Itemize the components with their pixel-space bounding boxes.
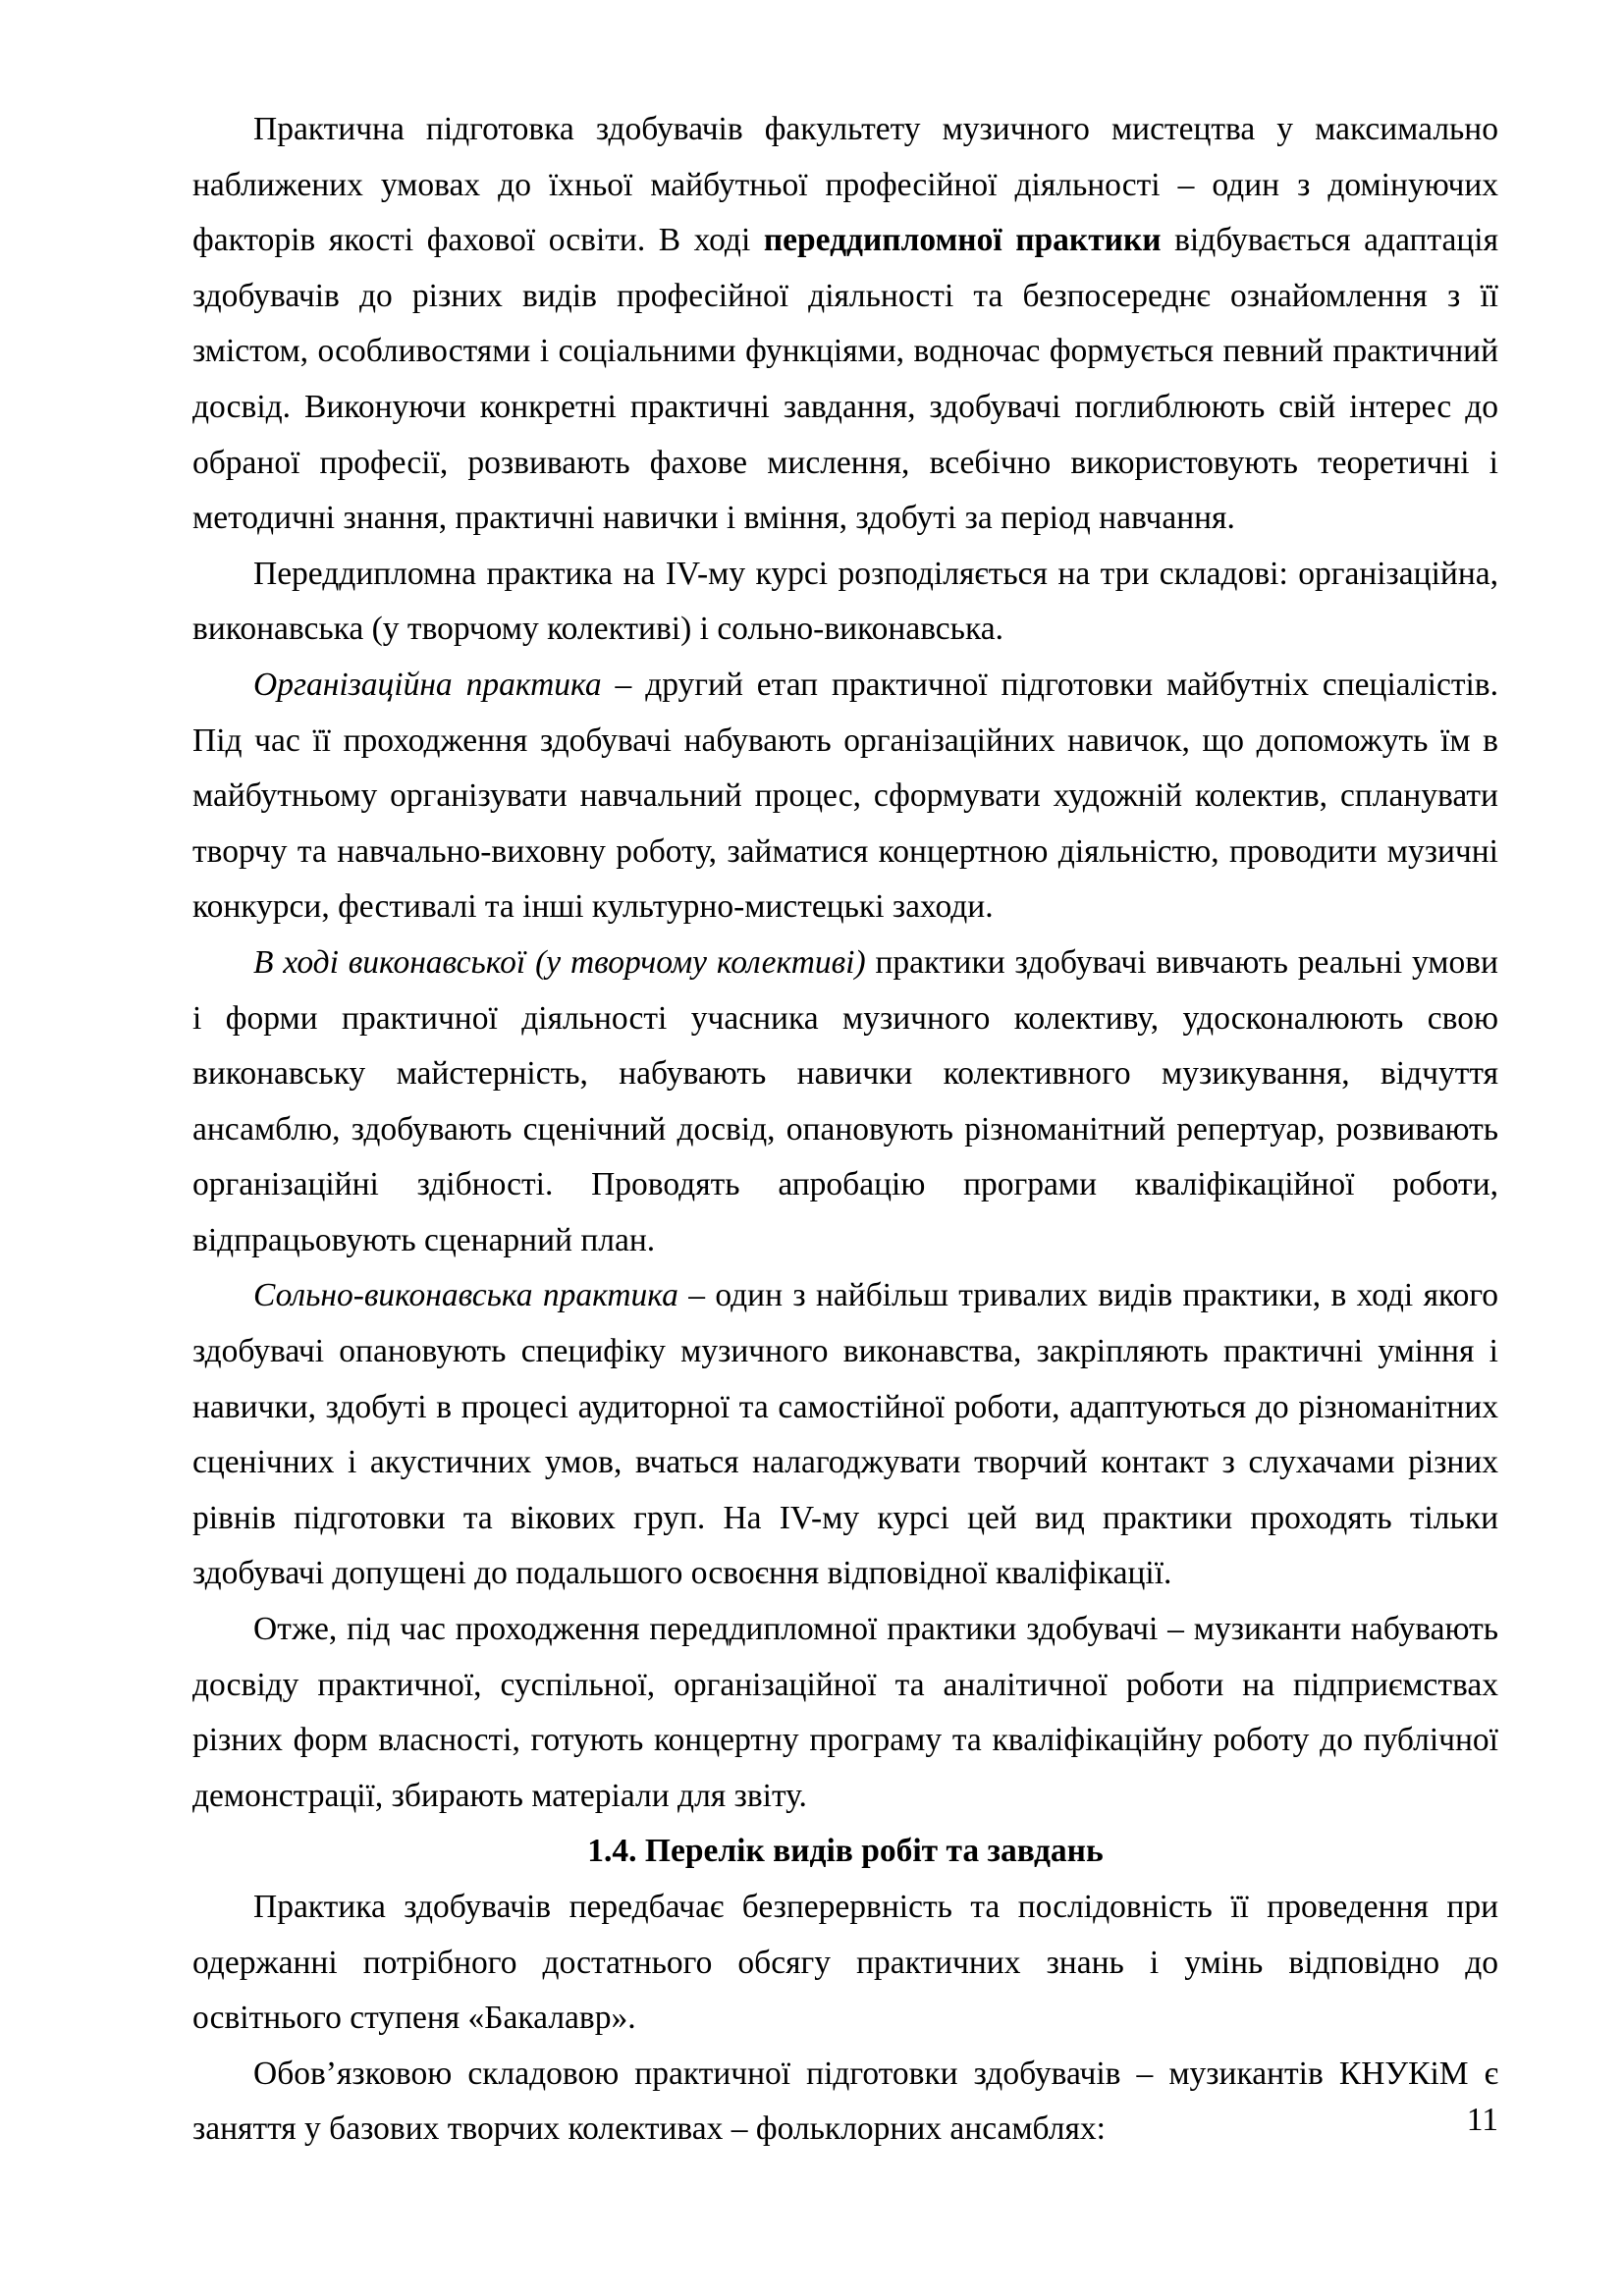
text-run: Отже, під час проходження переддипломної практики здобувачі – музиканти набувають досвіду практичної, суспільної, організаційної та аналітичної роботи на підприємствах різних форм власності, готують концертну програму та кваліфікаційну роботу до публічної демонстрації, збирають матеріали для звіту. xyxy=(192,1611,1498,1814)
italic-text-run: Організаційна практика xyxy=(253,666,602,703)
paragraph-2 xyxy=(192,547,1498,658)
paragraph-3 xyxy=(192,658,1498,935)
text-run: практики здобувачі вивчають реальні умови і форми практичної діяльності учасника музичного колективу, удосконалюють свою виконавську майстерність, набувають навички колективного музикування, відчуття ансамблю, здобувають сценічний досвід, опановують різноманітний репертуар, розвивають організаційні здібності. Проводять апробацію програми кваліфікаційної роботи, відпрацьовують сценарний план. xyxy=(192,943,1498,1258)
page-number: 11 xyxy=(1466,2102,1498,2138)
text-run: відбувається адаптація здобувачів до різних видів професійної діяльності та безпосереднє ознайомлення з її змістом, особливостями і соціальними функціями, водночас формується певний практичний досвід. Виконуючи конкретні практичні завдання, здобувачі поглиблюють свій інтерес до обраної професії, розвивають фахове мислення, всебічно використовують теоретичні і методичні знання, практичні навички і вміння, здобуті за період навчання. xyxy=(192,222,1498,537)
paragraph-6 xyxy=(192,1602,1498,1824)
text-run: Практична підготовка здобувачів факультету музичного мистецтва у максимально наближених умовах до їхньої майбутньої професійної діяльності – один з домінуючих факторів якості фахової освіти. В ході xyxy=(192,111,1498,259)
italic-text-run: Сольно-виконавська практика xyxy=(253,1277,678,1314)
text-run: – другий етап практичної підготовки майбутніх спеціалістів. Під час її проходження здобувачі набувають організаційних навичок, що допоможуть їм в майбутньому організувати навчальний процес, сформувати художній колектив, спланувати творчу та навчально-виховну роботу, займатися концертною діяльністю, проводити музичні конкурси, фестивалі та інші культурно-мистецькі заходи. xyxy=(192,666,1498,926)
paragraph-1 xyxy=(192,102,1498,547)
text-run: Обов’язковою складовою практичної підготовки здобувачів – музикантів КНУКіМ є заняття у базових творчих колективах – фольклорних ансамблях: xyxy=(192,2055,1498,2148)
paragraph-4 xyxy=(192,935,1498,1269)
section-heading-1-4: 1.4. Перелік видів робіт та завдань xyxy=(587,1833,1104,1870)
paragraph-7 xyxy=(192,1880,1498,2047)
paragraph-8 xyxy=(192,2047,1498,2158)
bold-text-run: переддипломної практики xyxy=(763,222,1162,259)
text-run: Переддипломна практика на IV-му курсі розподіляється на три складові: організаційна, виконавська (у творчому колективі) і сольно-виконавська. xyxy=(192,555,1498,648)
text-run: – один з найбільш тривалих видів практики, в ході якого здобувачі опановують специфіку музичного виконавства, закріпляють практичні уміння і навички, здобуті в процесі аудиторної та самостійної роботи, адаптуються до різноманітних сценічних і акустичних умов, вчаться налагоджувати творчий контакт з слухачами різних рівнів підготовки та вікових груп. На IV-му курсі цей вид практики проходять тільки здобувачі допущені до подальшого освоєння відповідної кваліфікації. xyxy=(192,1277,1498,1592)
italic-text-run: В ході виконавської (у творчому колективі) xyxy=(253,943,866,981)
paragraph-5 xyxy=(192,1268,1498,1602)
text-run: Практика здобувачів передбачає безперервність та послідовність її проведення при одержанні потрібного достатнього обсягу практичних знань і умінь відповідно до освітнього ступеня «Бакалавр». xyxy=(192,1889,1498,2037)
text-column xyxy=(192,102,1498,2158)
